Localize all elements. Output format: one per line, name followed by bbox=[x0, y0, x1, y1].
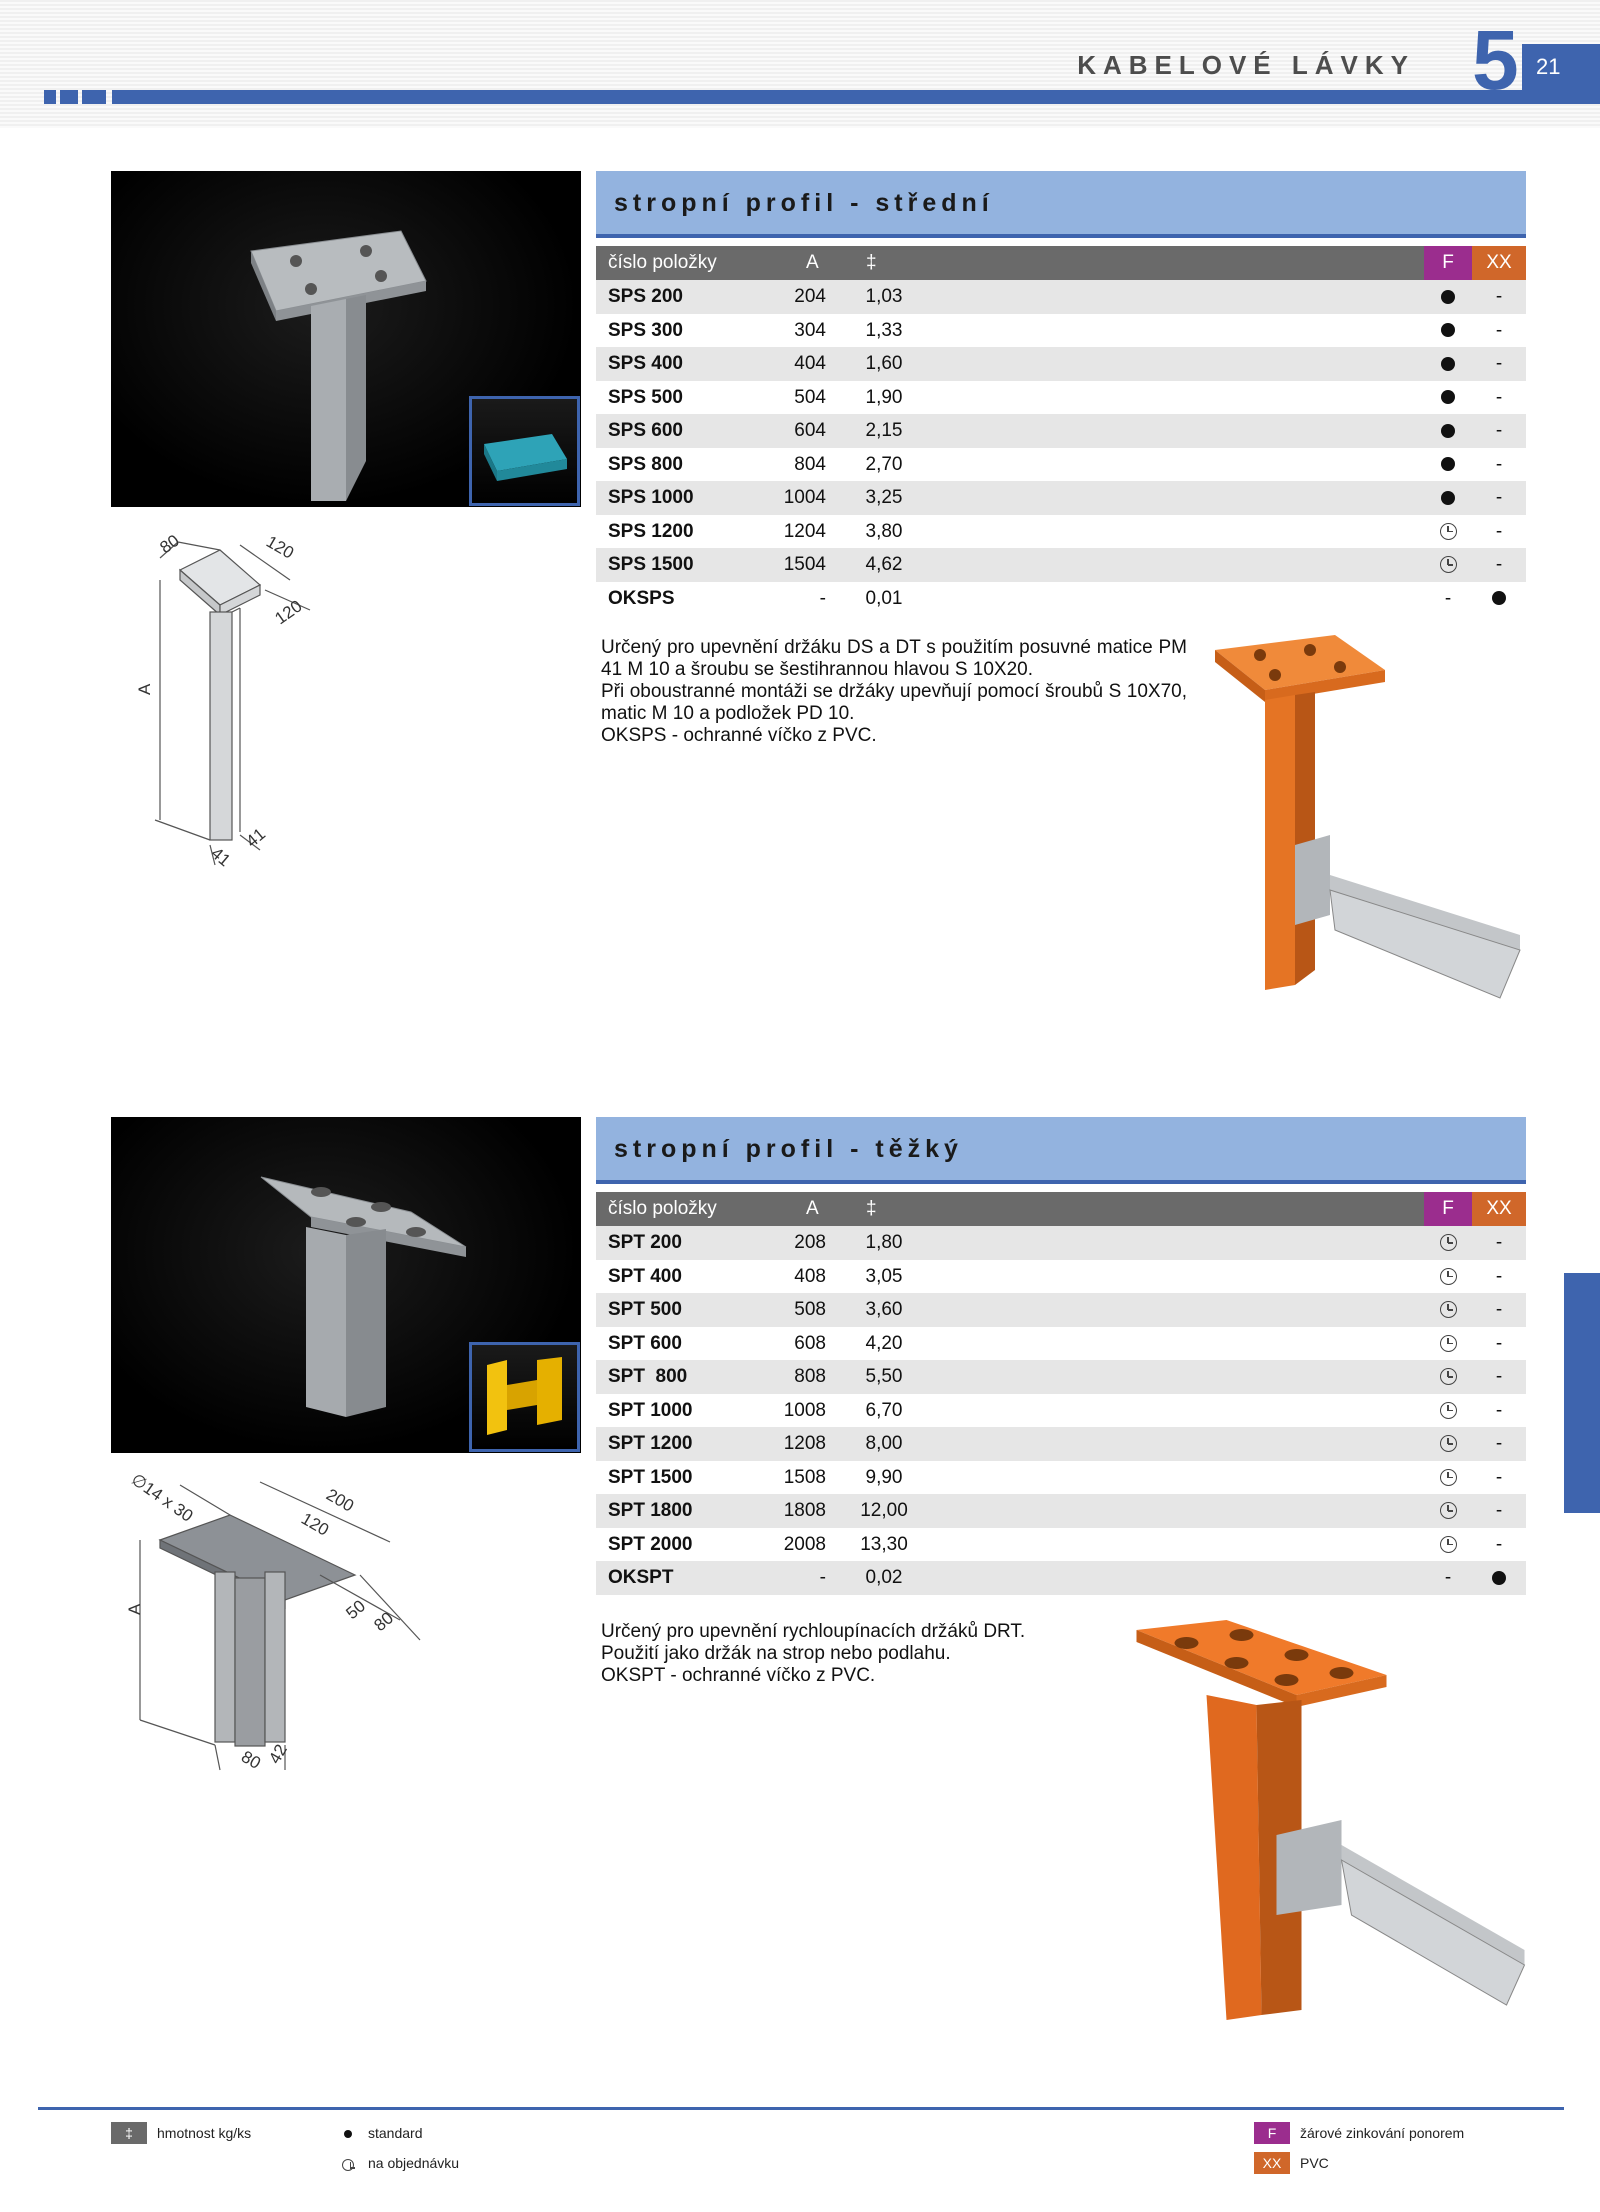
cell-item: SPS 1200 bbox=[608, 520, 694, 542]
description-sps bbox=[601, 637, 1187, 747]
product-table-sps bbox=[596, 246, 1526, 615]
legend-f: žárové zinkování ponorem bbox=[1300, 2125, 1465, 2141]
page-number: 21 bbox=[1536, 54, 1561, 79]
table-row bbox=[596, 481, 1526, 515]
table-row bbox=[596, 347, 1526, 381]
table-row bbox=[596, 381, 1526, 415]
cell-weight: 4,20 bbox=[865, 1332, 903, 1354]
cell-item: SPS 1000 bbox=[608, 487, 694, 508]
dim-base-b: 41 bbox=[242, 824, 270, 852]
cell-item: SPT 600 bbox=[608, 1332, 682, 1354]
cell-weight: 1,90 bbox=[865, 386, 903, 408]
table-row bbox=[596, 1528, 1526, 1562]
section-title: stropní profil - střední bbox=[614, 189, 994, 217]
clock-icon bbox=[1440, 1368, 1457, 1385]
cell-item: SPT 800 bbox=[608, 1366, 688, 1387]
dim-side-b: 80 bbox=[370, 1608, 398, 1636]
table-row bbox=[596, 582, 1526, 616]
table-row bbox=[596, 1394, 1526, 1428]
cell-f bbox=[1424, 481, 1472, 515]
cell-a: 508 bbox=[794, 1299, 826, 1320]
header-square bbox=[82, 90, 106, 104]
dim-height: A bbox=[125, 1603, 144, 1615]
clock-icon bbox=[1440, 1268, 1457, 1285]
cell-a: 1004 bbox=[783, 487, 826, 508]
product-assembly-spt bbox=[1125, 1615, 1528, 2035]
description-line: Určený pro upevnění držáku DS a DT s použitím posuvné matice PM 41 M 10 a šroubu se šestihrannou hlavou S 10X20. bbox=[601, 637, 1187, 680]
col-item: číslo položky bbox=[608, 1198, 717, 1219]
col-weight: ‡ bbox=[866, 1198, 877, 1219]
header-square bbox=[44, 90, 56, 104]
page-number-box bbox=[1522, 44, 1600, 102]
product-assembly-sps bbox=[1200, 630, 1530, 1005]
cell-item: OKSPS bbox=[608, 587, 675, 609]
cell-weight: 2,70 bbox=[865, 453, 903, 475]
dim-top-b: 120 bbox=[263, 532, 298, 563]
cell-f bbox=[1424, 347, 1472, 381]
cell-a: 204 bbox=[794, 286, 826, 307]
clock-icon bbox=[1440, 1469, 1457, 1486]
clock-icon bbox=[1440, 556, 1457, 573]
cell-a: 1808 bbox=[783, 1500, 826, 1521]
cell-item: OKSPT bbox=[608, 1567, 674, 1588]
table-row bbox=[596, 1360, 1526, 1394]
dim-height: A bbox=[135, 683, 154, 695]
legend-divider bbox=[38, 2107, 1564, 2110]
legend-weight: hmotnost kg/ks bbox=[157, 2125, 252, 2141]
col-item: číslo položky bbox=[608, 252, 717, 273]
cell-f bbox=[1424, 414, 1472, 448]
cell-item: SPT 1500 bbox=[608, 1466, 693, 1488]
clock-icon bbox=[1440, 523, 1457, 540]
dim-base-a: 41 bbox=[207, 843, 235, 871]
dim-base-a: 80 bbox=[238, 1747, 264, 1773]
cell-f: - bbox=[1444, 587, 1452, 609]
standard-dot-icon bbox=[1441, 357, 1455, 371]
xx-symbol: XX bbox=[1254, 2152, 1290, 2174]
cell-weight: 3,05 bbox=[865, 1265, 903, 1287]
cell-item: SPT 1000 bbox=[608, 1399, 693, 1421]
cell-f: - bbox=[1444, 1567, 1452, 1588]
cell-f bbox=[1424, 1528, 1472, 1562]
cell-item: SPT 200 bbox=[608, 1232, 682, 1253]
description-line: OKSPT - ochranné víčko z PVC. bbox=[601, 1665, 876, 1686]
table-row bbox=[596, 548, 1526, 582]
cell-xx: - bbox=[1495, 453, 1503, 475]
cell-f bbox=[1424, 1461, 1472, 1495]
cell-xx bbox=[1472, 1561, 1526, 1595]
cell-xx: - bbox=[1495, 1500, 1503, 1521]
cell-a: 608 bbox=[794, 1332, 826, 1354]
cell-a: 808 bbox=[794, 1366, 826, 1387]
clock-icon bbox=[1440, 1502, 1457, 1519]
table-row bbox=[596, 1494, 1526, 1528]
standard-dot-icon bbox=[344, 2130, 352, 2138]
cell-a: 208 bbox=[794, 1232, 826, 1253]
cell-f bbox=[1424, 548, 1472, 582]
standard-dot-icon bbox=[1441, 390, 1455, 404]
weight-symbol: ‡ bbox=[111, 2122, 147, 2144]
cell-xx: - bbox=[1495, 1366, 1503, 1387]
dim-top-a: 200 bbox=[323, 1485, 358, 1516]
standard-dot-icon bbox=[1492, 1571, 1506, 1585]
cell-a: - bbox=[819, 1567, 826, 1588]
cell-weight: 3,60 bbox=[865, 1299, 903, 1320]
dim-top-a: 80 bbox=[156, 530, 183, 558]
cell-item: SPS 600 bbox=[608, 420, 683, 441]
cell-item: SPT 1800 bbox=[608, 1500, 693, 1521]
cell-f bbox=[1424, 1226, 1472, 1260]
standard-dot-icon bbox=[1492, 591, 1506, 605]
cell-xx: - bbox=[1495, 1232, 1503, 1253]
cell-a: 1208 bbox=[783, 1433, 826, 1454]
clock-icon bbox=[1440, 1536, 1457, 1553]
description-line: OKSPS - ochranné víčko z PVC. bbox=[601, 725, 877, 746]
cell-weight: 3,25 bbox=[865, 487, 903, 508]
cell-a: 604 bbox=[794, 420, 826, 441]
cell-a: - bbox=[819, 587, 826, 609]
standard-dot-icon bbox=[1441, 424, 1455, 438]
clock-icon bbox=[1440, 1435, 1457, 1452]
cell-xx: - bbox=[1495, 1533, 1503, 1555]
cell-weight: 5,50 bbox=[865, 1366, 903, 1387]
col-xx: XX bbox=[1472, 1192, 1526, 1226]
chapter-side-tab bbox=[1564, 1273, 1600, 1513]
section-title-bar bbox=[596, 1117, 1526, 1184]
dim-top-b: 120 bbox=[298, 1509, 333, 1540]
cell-weight: 1,60 bbox=[865, 353, 903, 374]
table-header bbox=[596, 246, 1526, 280]
standard-dot-icon bbox=[1441, 457, 1455, 471]
section-title: stropní profil - těžký bbox=[614, 1135, 963, 1163]
cap-photo-okspS bbox=[469, 396, 580, 506]
cell-xx: - bbox=[1495, 1299, 1503, 1320]
cell-item: SPS 200 bbox=[608, 286, 683, 307]
cell-f bbox=[1424, 314, 1472, 348]
table-row bbox=[596, 1561, 1526, 1595]
technical-drawing-spt bbox=[120, 1460, 440, 1780]
cell-item: SPT 400 bbox=[608, 1265, 682, 1287]
cell-weight: 0,01 bbox=[865, 587, 903, 609]
cell-a: 408 bbox=[794, 1265, 826, 1287]
cell-a: 404 bbox=[794, 353, 826, 374]
table-row bbox=[596, 1427, 1526, 1461]
clock-icon bbox=[342, 2159, 354, 2171]
cell-weight: 2,15 bbox=[865, 420, 903, 441]
description-line: Použití jako držák na strop nebo podlahu. bbox=[601, 1643, 951, 1664]
standard-dot-icon bbox=[1441, 491, 1455, 505]
cell-f bbox=[1424, 1327, 1472, 1361]
clock-icon bbox=[1440, 1234, 1457, 1251]
table-row bbox=[596, 448, 1526, 482]
cell-f bbox=[1424, 1260, 1472, 1294]
standard-dot-icon bbox=[1441, 290, 1455, 304]
cell-a: 1504 bbox=[783, 554, 826, 575]
dim-side-a: 50 bbox=[342, 1596, 370, 1624]
cell-item: SPS 800 bbox=[608, 453, 683, 475]
table-row bbox=[596, 1260, 1526, 1294]
product-table-spt bbox=[596, 1192, 1526, 1595]
cell-xx: - bbox=[1495, 487, 1503, 508]
cell-weight: 0,02 bbox=[865, 1567, 903, 1588]
clock-icon bbox=[1440, 1335, 1457, 1352]
technical-drawing-sps bbox=[135, 520, 340, 871]
legend-xx: PVC bbox=[1300, 2155, 1329, 2171]
cell-weight: 13,30 bbox=[860, 1533, 908, 1555]
col-a: A bbox=[806, 252, 819, 273]
cell-item: SPS 1500 bbox=[608, 554, 694, 575]
description-line: Určený pro upevnění rychloupínacích držáků DRT. bbox=[601, 1621, 1026, 1642]
cell-f bbox=[1424, 280, 1472, 314]
cell-f bbox=[1424, 381, 1472, 415]
table-row bbox=[596, 515, 1526, 549]
cell-xx: - bbox=[1495, 1399, 1503, 1421]
cell-xx: - bbox=[1495, 520, 1503, 542]
col-weight: ‡ bbox=[866, 252, 877, 273]
clock-icon bbox=[1440, 1402, 1457, 1419]
dim-side: 120 bbox=[271, 596, 306, 629]
cell-xx: - bbox=[1495, 386, 1503, 408]
cell-item: SPT 2000 bbox=[608, 1533, 693, 1555]
section-title-bar bbox=[596, 171, 1526, 238]
cell-item: SPS 300 bbox=[608, 319, 683, 341]
cell-xx: - bbox=[1495, 420, 1503, 441]
cell-xx: - bbox=[1495, 554, 1503, 575]
cell-xx: - bbox=[1495, 1332, 1503, 1354]
cell-weight: 12,00 bbox=[860, 1500, 908, 1521]
cell-weight: 8,00 bbox=[865, 1433, 903, 1454]
description-spt bbox=[601, 1621, 1187, 1687]
cell-xx: - bbox=[1495, 1265, 1503, 1287]
cell-a: 304 bbox=[794, 319, 826, 341]
cell-weight: 1,03 bbox=[865, 286, 903, 307]
header-square bbox=[60, 90, 78, 104]
table-row bbox=[596, 414, 1526, 448]
standard-dot-icon bbox=[1441, 323, 1455, 337]
table-row bbox=[596, 280, 1526, 314]
table-row bbox=[596, 1327, 1526, 1361]
cell-f bbox=[1424, 1427, 1472, 1461]
cell-xx: - bbox=[1495, 319, 1503, 341]
cell-f bbox=[1424, 1494, 1472, 1528]
col-a: A bbox=[806, 1198, 819, 1219]
cell-item: SPS 500 bbox=[608, 386, 683, 408]
cell-a: 2008 bbox=[783, 1533, 826, 1555]
cell-xx: - bbox=[1495, 1433, 1503, 1454]
cell-f bbox=[1424, 1360, 1472, 1394]
cell-weight: 3,80 bbox=[865, 520, 903, 542]
cell-item: SPT 1200 bbox=[608, 1433, 693, 1454]
legend-on-order: na objednávku bbox=[368, 2155, 460, 2171]
clock-icon bbox=[1440, 1301, 1457, 1318]
table-row bbox=[596, 1293, 1526, 1327]
cap-photo-okspt bbox=[469, 1342, 580, 1452]
cell-f bbox=[1424, 448, 1472, 482]
cell-a: 504 bbox=[794, 386, 826, 408]
cell-item: SPS 400 bbox=[608, 353, 683, 374]
table-header bbox=[596, 1192, 1526, 1226]
cell-weight: 4,62 bbox=[865, 554, 903, 575]
cell-a: 1508 bbox=[783, 1466, 826, 1488]
cell-a: 1204 bbox=[783, 520, 826, 542]
cell-xx: - bbox=[1495, 286, 1503, 307]
pvc-cap-illustration bbox=[472, 399, 577, 503]
table-row bbox=[596, 1226, 1526, 1260]
dim-hole: ∅14 x 30 bbox=[127, 1469, 197, 1526]
legend-standard: standard bbox=[368, 2125, 423, 2141]
chapter-number: 5 bbox=[1472, 13, 1519, 107]
cell-weight: 1,33 bbox=[865, 319, 903, 341]
table-row bbox=[596, 1461, 1526, 1495]
cell-a: 804 bbox=[794, 453, 826, 475]
page-title: KABELOVÉ LÁVKY bbox=[1077, 50, 1415, 80]
col-f: F bbox=[1424, 1192, 1472, 1226]
cell-weight: 6,70 bbox=[865, 1399, 903, 1421]
cell-weight: 1,80 bbox=[865, 1232, 903, 1253]
table-row bbox=[596, 314, 1526, 348]
cell-f bbox=[1424, 1293, 1472, 1327]
cell-xx: - bbox=[1495, 353, 1503, 374]
yellow-cap-illustration bbox=[472, 1345, 577, 1449]
col-xx: XX bbox=[1472, 246, 1526, 280]
cell-xx: - bbox=[1495, 1466, 1503, 1488]
cell-f bbox=[1424, 515, 1472, 549]
f-symbol: F bbox=[1254, 2122, 1290, 2144]
cell-a: 1008 bbox=[783, 1399, 826, 1421]
description-line: Při oboustranné montáži se držáky upevňují pomocí šroubů S 10X70, matic M 10 a podložek PD 10. bbox=[601, 681, 1187, 724]
cell-weight: 9,90 bbox=[865, 1466, 903, 1488]
cell-xx bbox=[1472, 582, 1526, 616]
cell-f bbox=[1424, 1394, 1472, 1428]
cell-item: SPT 500 bbox=[608, 1299, 682, 1320]
col-f: F bbox=[1424, 246, 1472, 280]
dim-base-b: 42 bbox=[265, 1741, 291, 1767]
header-bar bbox=[112, 90, 1600, 104]
